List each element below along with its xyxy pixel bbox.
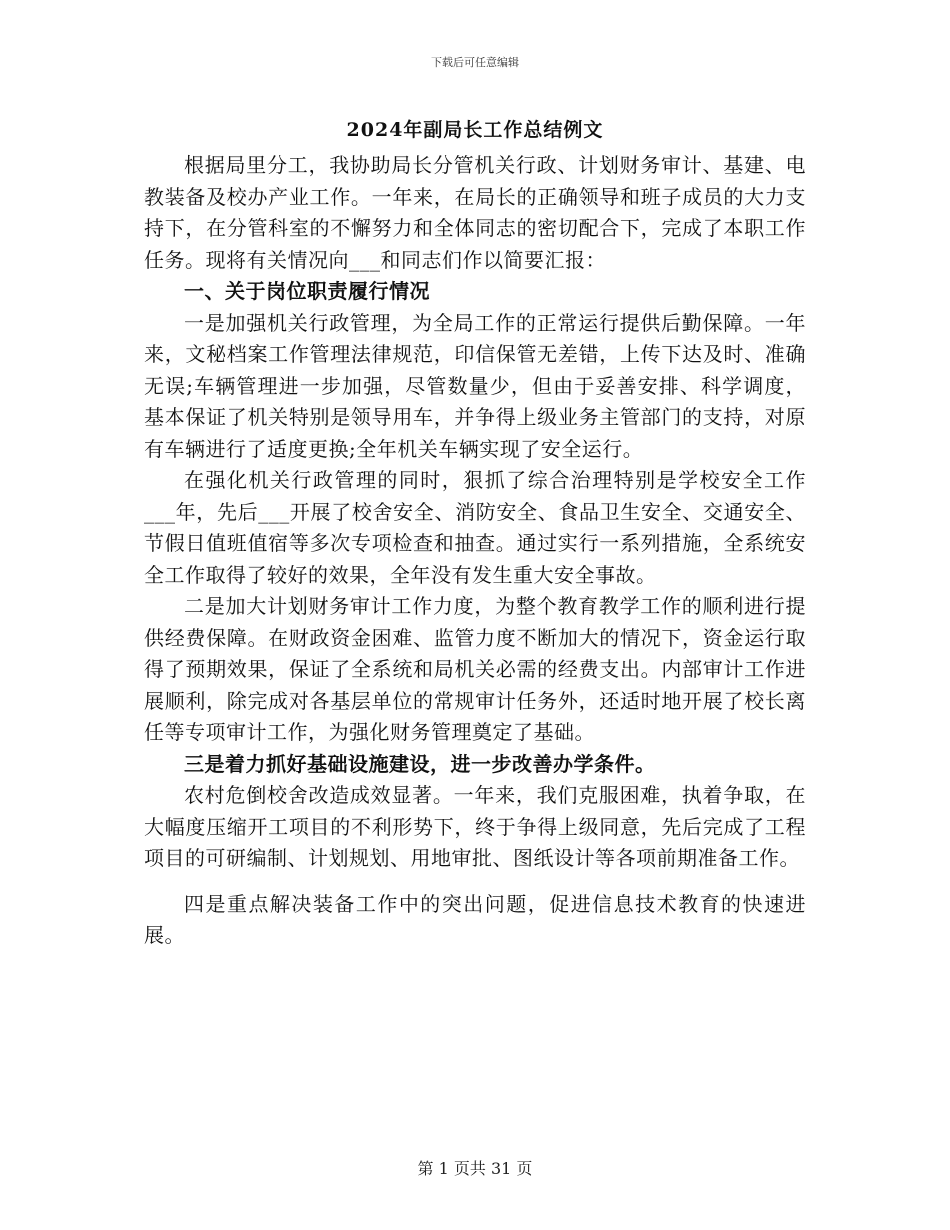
header-note: 下载后可任意编辑 <box>431 56 519 69</box>
paragraph-renovation: 农村危倒校舍改造成效显著。一年来，我们克服困难，执着争取，在大幅度压缩开工项目的不利形势下，终于争得上级同意，先后完成了工程项目的可研编制、计划规划、用地审批、图纸设计等各项前期准备工作。 <box>144 783 806 870</box>
document-title: 2024年副局长工作总结例文 <box>346 119 604 141</box>
document-body <box>144 150 806 952</box>
subheading-infrastructure: 三是着力抓好基础设施建设，进一步改善办学条件。 <box>184 751 656 776</box>
page-footer: 第 1 页共 31 页 <box>417 1159 533 1178</box>
paragraph-admin: 一是加强机关行政管理，为全局工作的正常运行提供后勤保障。一年来，文秘档案工作管理法律规范，印信保管无差错，上传下达及时、准确无误;车辆管理进一步加强，尽管数量少，但由于妥善安排、科学调度，基本保证了机关特别是领导用车，并争得上级业务主管部门的支持，对原有车辆进行了适度更换;全年机关车辆实现了安全运行。 <box>144 310 806 461</box>
paragraph-finance: 二是加大计划财务审计工作力度，为整个教育教学工作的顺利进行提供经费保障。在财政资金困难、监管力度不断加大的情况下，资金运行取得了预期效果，保证了全系统和局机关必需的经费支出。内部审计工作进展顺利，除完成对各基层单位的常规审计任务外，还适时地开展了校长离任等专项审计工作，为强化财务管理奠定了基础。 <box>144 594 806 744</box>
paragraph-equipment: 四是重点解决装备工作中的突出问题，促进信息技术教育的快速进展。 <box>144 891 806 947</box>
paragraph-safety: 在强化机关行政管理的同时，狠抓了综合治理特别是学校安全工作___年，先后___开展了校舍安全、消防安全、食品卫生安全、交通安全、节假日值班值宿等多次专项检查和抽查。通过实行一系列措施，全系统安全工作取得了较好的效果，全年没有发生重大安全事故。 <box>144 468 806 587</box>
paragraph-intro: 根据局里分工，我协助局长分管机关行政、计划财务审计、基建、电教装备及校办产业工作。一年来，在局长的正确领导和班子成员的大力支持下，在分管科室的不懈努力和全体同志的密切配合下，完成了本职工作任务。现将有关情况向___和同志们作以简要汇报： <box>144 153 806 272</box>
section-heading: 一、关于岗位职责履行情况 <box>184 279 430 303</box>
